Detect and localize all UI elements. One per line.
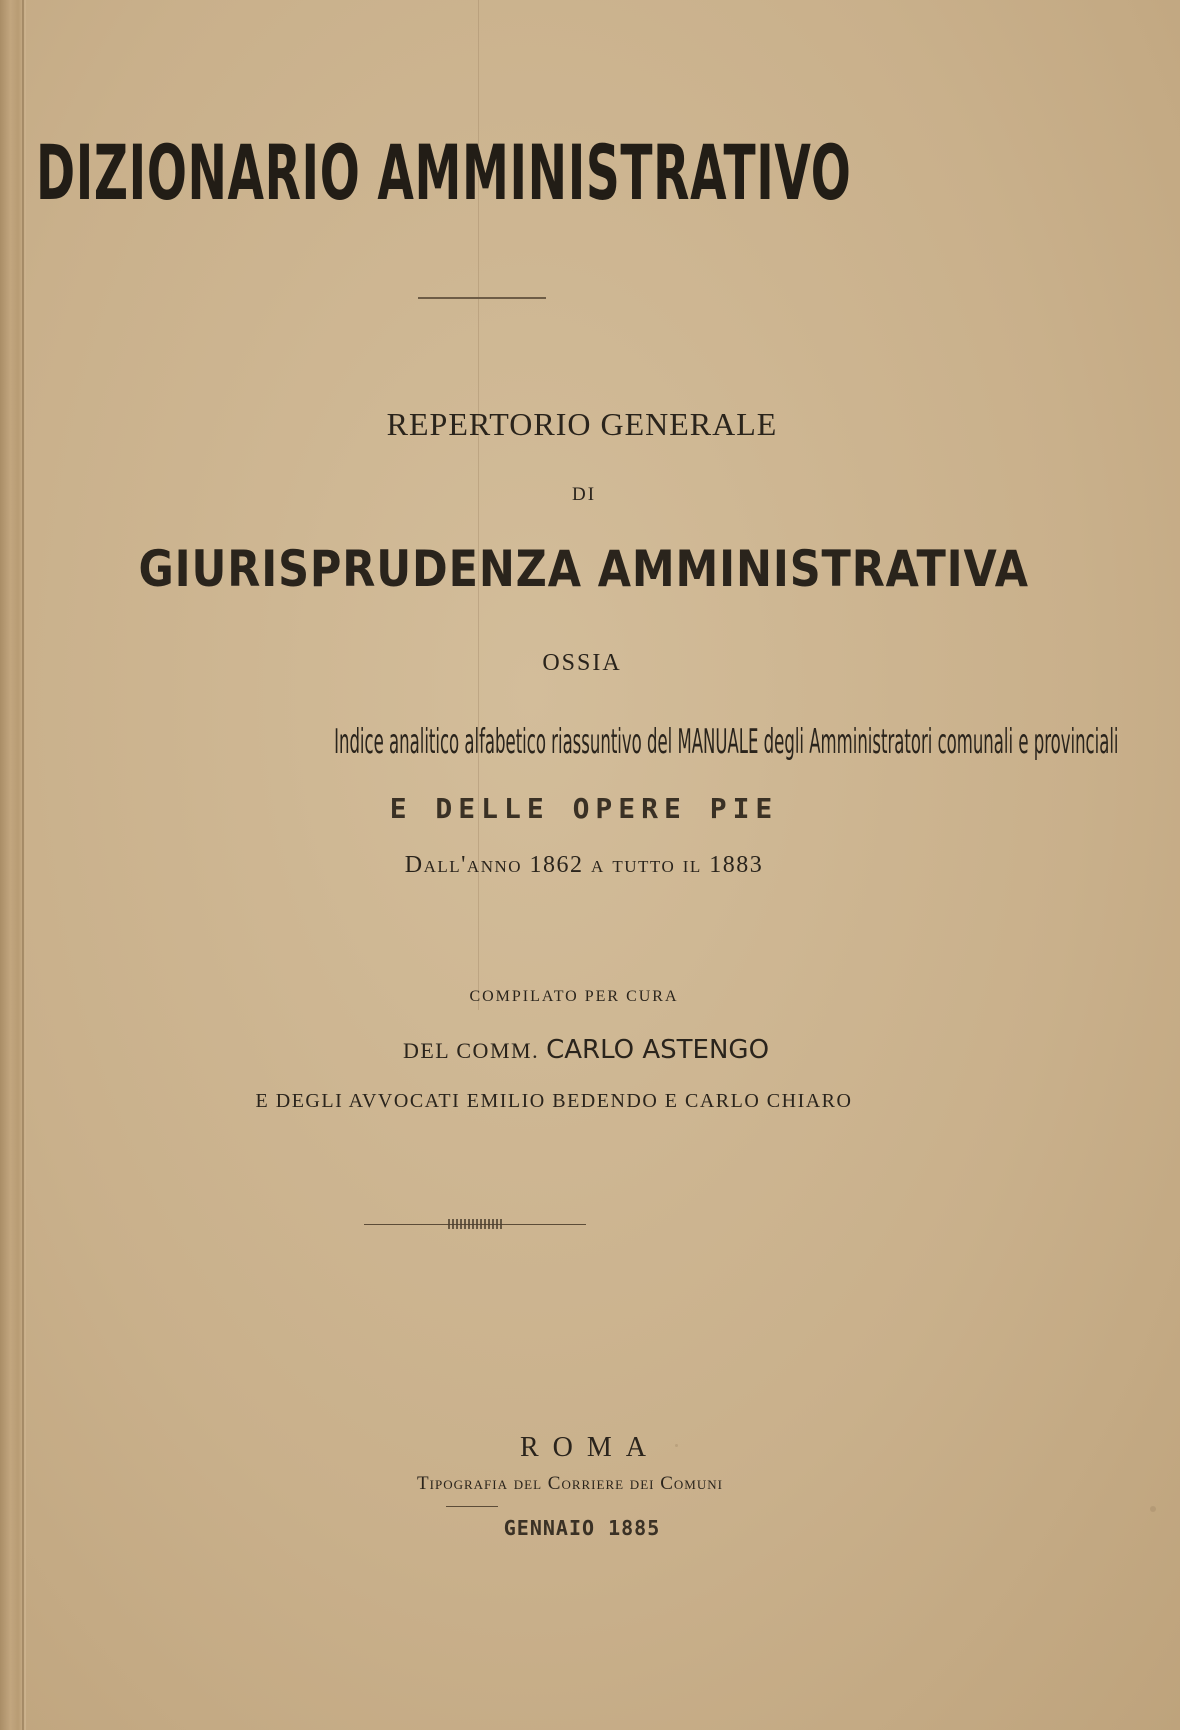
imprint-rule [446, 1506, 498, 1507]
subtitle-di: DI [571, 484, 597, 505]
subtitle-ossia: OSSIA [542, 650, 622, 676]
subject-heading-text: GIURISPRUDENZA AMMINISTRATIVA [138, 540, 1030, 598]
subtitle-repertorio: REPERTORIO GENERALE [386, 406, 778, 442]
imprint-publisher: Tipografia del Corriere dei Comuni [417, 1473, 723, 1494]
author-prefix: DEL COMM. [402, 1038, 540, 1063]
index-description-text: Indice analitico alfabetico riassuntivo del MANUALE degli Amministratori comunali e provinciali [334, 722, 1119, 762]
author-line [0, 1035, 1176, 1065]
imprint-city: ROMA [519, 1432, 660, 1463]
co-authors-line: E DEGLI AVVOCATI EMILIO BEDENDO E CARLO CHIARO [255, 1090, 853, 1112]
period-line: Dall'anno 1862 a tutto il 1883 [404, 852, 764, 878]
author-name: CARLO ASTENGO [546, 1035, 770, 1065]
compiled-by-line: COMPILATO PER CURA [469, 988, 679, 1005]
main-title: DIZIONARIO AMMINISTRATIVO [36, 128, 852, 217]
subject-heading [0, 540, 1174, 598]
imprint-date: GENNAIO 1885 [503, 1516, 661, 1540]
opere-pie-line: E DELLE OPERE PIE [389, 792, 779, 825]
index-description [0, 722, 1180, 762]
ornament-flourish [448, 1219, 502, 1229]
title-rule [418, 297, 546, 299]
paper-speck [1150, 1506, 1156, 1512]
